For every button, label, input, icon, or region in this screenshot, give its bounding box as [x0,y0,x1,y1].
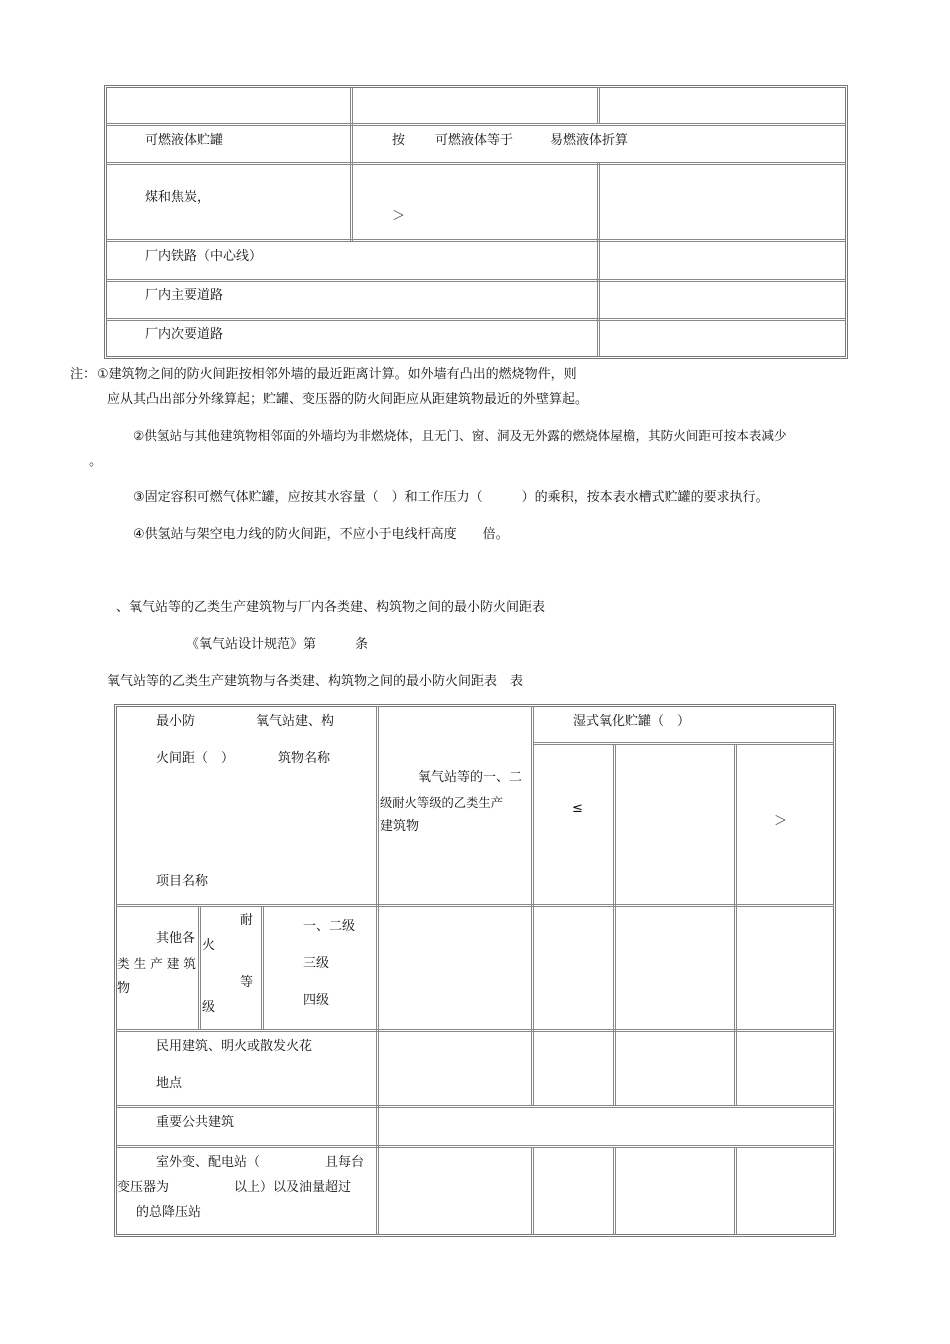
note-3: ③固定容积可燃气体贮罐，应按其水容量（ ）和工作压力（ ）的乘积，按本表水槽式贮罐的要求执行。 [133,490,769,505]
note-2-line-1: ②供氢站与其他建筑物相邻面的外墙均为非燃烧体，且无门、窗、洞及无外露的燃烧体屋檐，其防火间距可按本表减少 [133,428,787,443]
note-1-line-1: ①建筑物之间的防火间距按相邻外墙的最近距离计算。如外墙有凸出的燃烧物件，则 [97,367,577,382]
note-4: ④供氢站与架空电力线的防火间距，不应小于电线杆高度 倍。 [133,527,509,542]
t2-fire-res-3: 等 [240,975,254,990]
t2-other-bldg-2: 类 生 产 建 筑 [117,956,196,971]
note-2-line-2: 。 [89,454,103,469]
section-heading: 、氧气站等的乙类生产建筑物与厂内各类建、构筑物之间的最小防火间距表 [116,600,546,615]
t1-row-liquid-tank-convert: 易燃液体折算 [550,133,629,148]
t1-row-liquid-tank-equal: 可燃液体等于 [435,133,514,148]
t1-row-coal-label: 煤和焦炭， [145,190,211,205]
t2-substation-1: 室外变、配电站（ 且每台 [156,1155,365,1170]
t2-substation-2: 变压器为 以上）以及油量超过 [117,1180,352,1195]
note-1-line-2: 应从其凸出部分外缘算起；贮罐、变压器的防火间距应从距建筑物最近的外壁算起。 [107,392,589,407]
t2-grade-3: 四级 [303,993,330,1008]
t2-head-le: ≤ [572,801,583,816]
t2-substation-3: 的总降压站 [136,1205,202,1220]
t1-row-railway-label: 厂内铁路（中心线） [145,249,263,264]
t2-grade-2: 三级 [303,956,330,971]
t2-head-col-oxygen-1: 氧气站等的一、二 [418,770,523,785]
t1-row-liquid-tank-label: 可燃液体贮罐 [145,133,224,148]
t2-grade-1: 一、二级 [303,919,356,934]
t2-civil-1: 民用建筑、明火或散发火花 [156,1039,313,1054]
t2-head-gt: ＞ [774,814,788,829]
t2-other-bldg-1: 其他各 [156,931,196,946]
t1-row-minor-road-label: 厂内次要道路 [145,327,224,342]
section-reference: 《氧气站设计规范》第 条 [186,637,369,652]
t1-row-liquid-tank-by: 按 [392,133,406,148]
note-prefix: 注： [70,367,97,382]
t2-head-oxygen-bldg-1: 氧气站建、构 [256,714,335,729]
t2-civil-2: 地点 [156,1076,183,1091]
t2-other-bldg-3: 物 [117,981,131,996]
t2-head-col-tank: 湿式氧化贮罐（ ） [573,714,691,729]
t2-head-item-name: 项目名称 [156,874,209,889]
t2-fire-res-2: 火 [202,938,216,953]
t1-row-coal-gt: ＞ [392,209,406,224]
t1-row-main-road-label: 厂内主要道路 [145,288,224,303]
t2-head-col-oxygen-3: 建筑物 [380,819,420,834]
t2-head-min-spacing: 最小防 [156,714,196,729]
table2-caption: 氧气站等的乙类生产建筑物与各类建、构筑物之间的最小防火间距表 表 [107,674,524,689]
t2-head-col-oxygen-2: 级耐火等级的乙类生产 [380,796,503,810]
t2-fire-res-1: 耐 [240,913,254,928]
t2-public: 重要公共建筑 [156,1115,235,1130]
t2-head-oxygen-bldg-2: 筑物名称 [278,751,331,766]
t2-fire-res-4: 级 [202,1000,216,1015]
t2-head-fire-spacing: 火间距（ ） [156,751,235,766]
